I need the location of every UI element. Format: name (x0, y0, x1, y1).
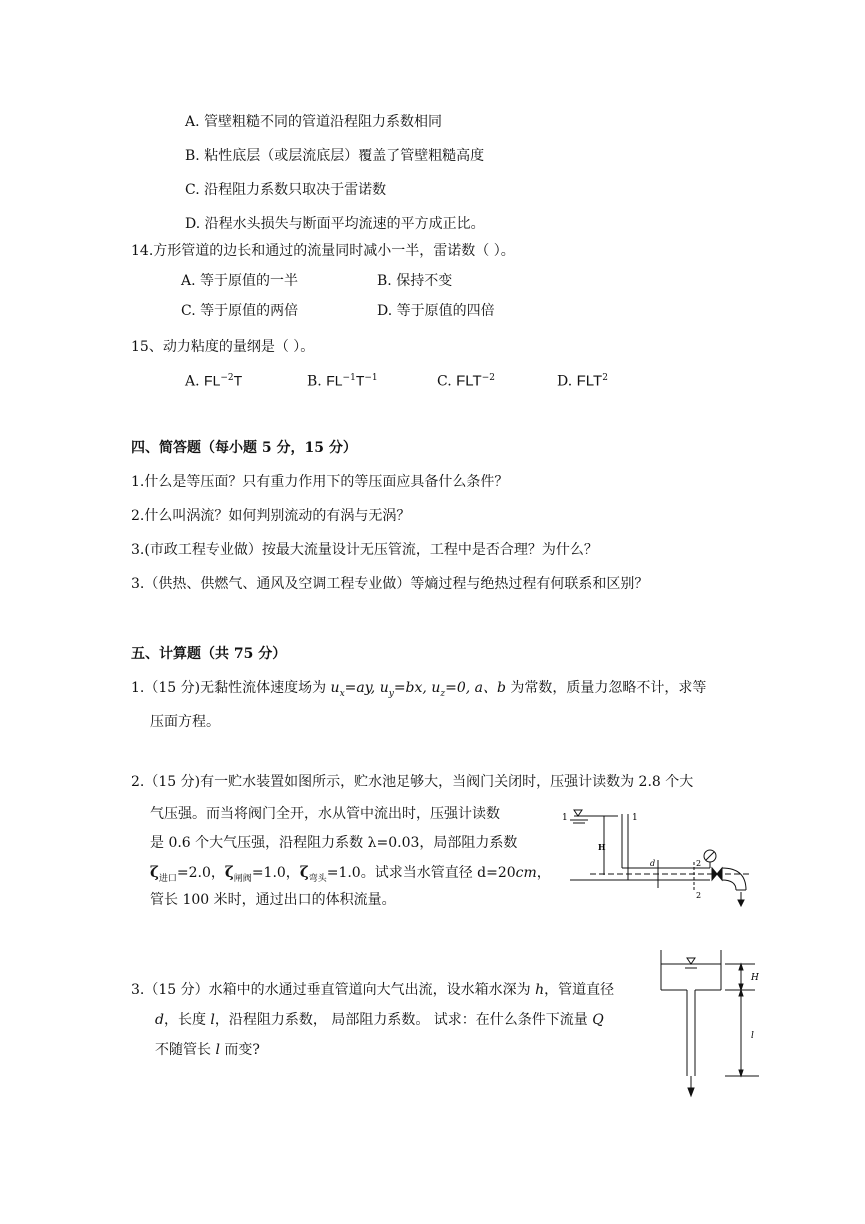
fig2-label-h: H (598, 842, 606, 852)
fig2-label-1-left: 1 (562, 813, 568, 823)
q13-option-c: C. 沿程阻力系数只取决于雷诺数 (185, 182, 387, 198)
problem2-line3: 是 0.6 个大气压强，沿程阻力系数 λ=0.03，局部阻力系数 (150, 835, 518, 851)
problem1-line1: 1.（15 分)无黏性流体速度场为 $u_x=ay$, $u_y=bx$, $u_z=0$, a、b 为常数，质量力忽略不计，求等 (131, 680, 707, 699)
problem2-line1: 2.（15 分)有一贮水装置如图所示，贮水池足够大，当阀门关闭时，压强计读数为 2.8 个大 (131, 774, 694, 790)
fig2-label-2-bottom: 2 (696, 891, 702, 900)
tank-vertical-pipe-figure (655, 948, 767, 1100)
q14-option-d: D. 等于原值的四倍 (377, 303, 495, 319)
problem3-line3: 不随管长 l 而变? (155, 1042, 260, 1058)
q15-option-b: B. $FL^{-1}T^{-1}$ (307, 372, 378, 390)
section4-question-3b: 3.（供热、供燃气、通风及空调工程专业做）等熵过程与绝热过程有何联系和区别？ (131, 576, 649, 592)
section4-question-2: 2.什么叫涡流？如何判别流动的有涡与无涡？ (131, 508, 411, 524)
section4-question-3a: 3.(市政工程专业做）按最大流量设计无压管流，工程中是否合理？为什么？ (131, 542, 598, 558)
q14-option-a: A. 等于原值的一半 (181, 273, 299, 289)
fig2-label-1-right: 1 (632, 813, 638, 823)
q15-option-c: C. $FLT^{-2}$ (437, 372, 495, 390)
fig2-label-2-top: 2 (696, 859, 702, 868)
problem3-line1: 3.（15 分）水箱中的水通过垂直管道向大气出流，设水箱水深为 h，管道直径 (131, 982, 615, 998)
problem1-line2: 压面方程。 (150, 714, 220, 730)
q13-option-a: A. 管壁粗糙不同的管道沿程阻力系数相同 (185, 114, 443, 130)
q15-option-a: A. $FL^{-2}T$ (185, 372, 243, 390)
q14-stem: 14.方形管道的边长和通过的流量同时减小一半，雷诺数（ ）。 (131, 243, 515, 259)
fig2-label-d: d (650, 859, 656, 868)
q13-option-b: B. 粘性底层（或层流底层）覆盖了管壁粗糙高度 (185, 148, 485, 164)
section5-title: 五、计算题（共 75 分） (131, 646, 287, 662)
problem2-line4: $\zeta_{进口}=2.0$，$\zeta_{闸阀}=1.0$，$\zeta_{弯头}=1.0$。试求当水管直径 d=20cm， (150, 863, 551, 884)
fig3-label-h: H (751, 973, 759, 983)
problem2-line5: 管长 100 米时，通过出口的体积流量。 (150, 892, 396, 908)
q14-option-b: B. 保持不变 (377, 273, 453, 289)
problem2-line2: 气压强。而当将阀门全开，水从管中流出时，压强计读数 (150, 806, 500, 822)
q14-option-c: C. 等于原值的两倍 (181, 303, 299, 319)
problem3-line2: d，长度 l，沿程阻力系数， 局部阻力系数。 试求：在什么条件下流量 Q (155, 1012, 604, 1028)
section4-title: 四、简答题（每小题 5 分，15 分） (131, 440, 357, 456)
fig3-label-l: l (751, 1031, 754, 1041)
q15-stem: 15、动力粘度的量纲是（ ）。 (131, 339, 315, 355)
section4-question-1: 1.什么是等压面？只有重力作用下的等压面应具备什么条件？ (131, 474, 509, 490)
q15-option-d: D. FLT$^2$ (557, 372, 608, 390)
reservoir-pipe-figure (560, 800, 760, 910)
q13-option-d: D. 沿程水头损失与断面平均流速的平方成正比。 (185, 216, 485, 232)
